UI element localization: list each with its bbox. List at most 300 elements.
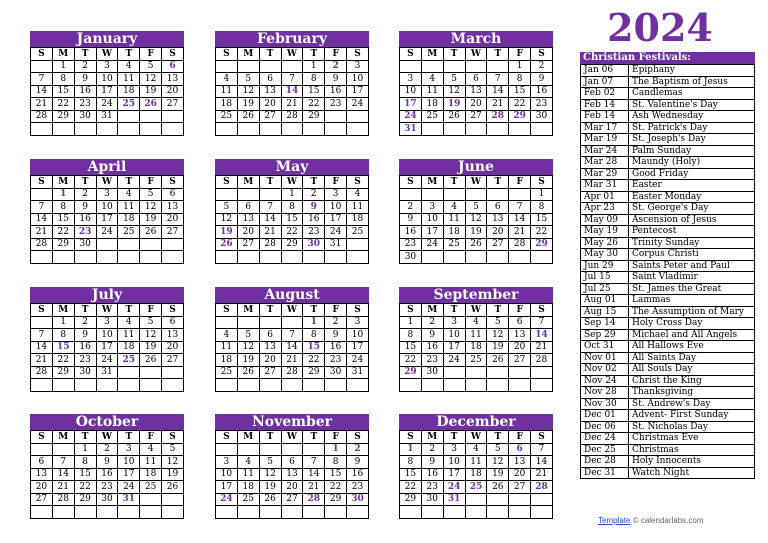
day-cell: 2 xyxy=(531,60,553,73)
day-cell: 3 xyxy=(216,456,238,469)
empty-cell xyxy=(281,251,303,264)
day-cell: 3 xyxy=(443,316,465,329)
festival-name: Christmas Eve xyxy=(629,433,755,445)
weekday-header: F xyxy=(140,304,162,317)
empty-cell xyxy=(443,506,465,519)
festival-date: Mar 19 xyxy=(581,134,629,146)
empty-cell xyxy=(281,123,303,136)
festival-name: St. James the Great xyxy=(629,283,755,295)
day-cell: 10 xyxy=(347,73,369,86)
day-cell: 25 xyxy=(118,98,140,111)
empty-cell xyxy=(140,238,162,251)
day-cell: 8 xyxy=(52,201,74,214)
day-cell: 13 xyxy=(465,85,487,98)
empty-cell xyxy=(465,506,487,519)
festival-row xyxy=(581,145,755,157)
empty-cell xyxy=(281,379,303,392)
day-cell: 10 xyxy=(400,85,422,98)
day-cell: 4 xyxy=(465,316,487,329)
day-cell: 4 xyxy=(216,329,238,342)
empty-cell xyxy=(531,379,553,392)
weekday-header: S xyxy=(216,304,238,317)
weekday-header: S xyxy=(162,48,184,61)
festival-date: Mar 29 xyxy=(581,168,629,180)
day-cell: 19 xyxy=(487,468,509,481)
day-cell: 6 xyxy=(487,201,509,214)
empty-cell xyxy=(259,123,281,136)
day-cell: 30 xyxy=(96,493,118,506)
footer xyxy=(598,516,704,525)
day-cell: 14 xyxy=(487,85,509,98)
weekday-header: W xyxy=(465,176,487,189)
day-cell: 9 xyxy=(400,213,422,226)
empty-cell xyxy=(162,506,184,519)
festival-date: May 26 xyxy=(581,237,629,249)
day-cell: 1 xyxy=(74,443,96,456)
day-cell: 30 xyxy=(74,110,96,123)
day-cell: 22 xyxy=(400,354,422,367)
day-cell: 17 xyxy=(96,85,118,98)
weekday-header: T xyxy=(303,431,325,444)
month-august xyxy=(215,287,369,392)
month-december xyxy=(399,414,553,519)
weekday-header: T xyxy=(74,304,96,317)
festival-row xyxy=(581,341,755,353)
day-cell: 3 xyxy=(421,201,443,214)
day-cell: 12 xyxy=(237,341,259,354)
empty-cell xyxy=(465,493,487,506)
day-cell: 12 xyxy=(259,468,281,481)
day-cell: 7 xyxy=(31,329,53,342)
day-cell: 22 xyxy=(509,98,531,111)
festival-row xyxy=(581,306,755,318)
day-cell: 5 xyxy=(140,316,162,329)
day-cell: 16 xyxy=(421,468,443,481)
day-cell: 13 xyxy=(162,73,184,86)
day-cell: 18 xyxy=(237,481,259,494)
day-cell: 5 xyxy=(237,73,259,86)
festival-date: Nov 24 xyxy=(581,375,629,387)
day-cell: 3 xyxy=(96,60,118,73)
day-cell: 23 xyxy=(303,226,325,239)
weekday-header: T xyxy=(259,48,281,61)
empty-cell xyxy=(259,60,281,73)
empty-cell xyxy=(52,443,74,456)
empty-cell xyxy=(140,123,162,136)
day-cell: 18 xyxy=(347,213,369,226)
weekday-header: S xyxy=(347,176,369,189)
festival-row xyxy=(581,168,755,180)
day-cell: 19 xyxy=(162,468,184,481)
day-cell: 20 xyxy=(465,98,487,111)
day-cell: 7 xyxy=(531,443,553,456)
festival-row xyxy=(581,226,755,238)
empty-cell xyxy=(443,379,465,392)
weekday-header: M xyxy=(52,48,74,61)
month-grid xyxy=(399,47,553,136)
weekday-header: M xyxy=(421,48,443,61)
month-grid xyxy=(30,303,184,392)
festival-row xyxy=(581,157,755,169)
festival-date: Aug 01 xyxy=(581,295,629,307)
day-cell: 13 xyxy=(259,341,281,354)
template-link[interactable]: Template xyxy=(598,516,631,525)
day-cell: 5 xyxy=(487,443,509,456)
day-cell: 19 xyxy=(443,98,465,111)
festival-row xyxy=(581,467,755,479)
festival-name: St. Andrew's Day xyxy=(629,398,755,410)
festival-name: Pentecost xyxy=(629,226,755,238)
day-cell: 22 xyxy=(52,98,74,111)
day-cell: 24 xyxy=(96,226,118,239)
day-cell: 6 xyxy=(162,316,184,329)
day-cell: 1 xyxy=(281,188,303,201)
day-cell: 29 xyxy=(400,366,422,379)
weekday-header: S xyxy=(347,304,369,317)
day-cell: 16 xyxy=(74,85,96,98)
empty-cell xyxy=(162,238,184,251)
day-cell: 16 xyxy=(325,85,347,98)
day-cell: 17 xyxy=(347,341,369,354)
day-cell: 28 xyxy=(31,238,53,251)
day-cell: 20 xyxy=(509,468,531,481)
festival-date: Feb 14 xyxy=(581,99,629,111)
festival-name: Epiphany xyxy=(629,65,755,77)
empty-cell xyxy=(443,366,465,379)
month-september xyxy=(399,287,553,392)
day-cell: 11 xyxy=(216,341,238,354)
day-cell: 19 xyxy=(487,341,509,354)
weekday-header: M xyxy=(237,304,259,317)
festival-row xyxy=(581,260,755,272)
weekday-header: S xyxy=(531,431,553,444)
empty-cell xyxy=(465,366,487,379)
day-cell: 24 xyxy=(443,481,465,494)
empty-cell xyxy=(487,493,509,506)
weekday-header: F xyxy=(140,48,162,61)
day-cell: 15 xyxy=(52,85,74,98)
day-cell: 1 xyxy=(400,316,422,329)
empty-cell xyxy=(421,379,443,392)
empty-cell xyxy=(465,188,487,201)
festival-name: Christmas xyxy=(629,444,755,456)
day-cell: 30 xyxy=(400,251,422,264)
day-cell: 25 xyxy=(216,110,238,123)
year-title: 2024 xyxy=(607,5,713,50)
festival-name: Maundy (Holy) xyxy=(629,157,755,169)
day-cell: 20 xyxy=(162,85,184,98)
empty-cell xyxy=(421,60,443,73)
day-cell: 14 xyxy=(31,85,53,98)
empty-cell xyxy=(509,493,531,506)
day-cell: 9 xyxy=(74,73,96,86)
day-cell: 19 xyxy=(237,354,259,367)
day-cell: 25 xyxy=(237,493,259,506)
day-cell: 3 xyxy=(325,188,347,201)
empty-cell xyxy=(465,123,487,136)
day-cell: 16 xyxy=(74,341,96,354)
weekday-header: T xyxy=(259,431,281,444)
day-cell: 17 xyxy=(216,481,238,494)
day-cell: 26 xyxy=(140,226,162,239)
weekday-header: F xyxy=(325,176,347,189)
day-cell: 7 xyxy=(509,201,531,214)
day-cell: 21 xyxy=(531,341,553,354)
weekday-header: S xyxy=(400,176,422,189)
empty-cell xyxy=(465,251,487,264)
weekday-header: M xyxy=(237,431,259,444)
month-grid xyxy=(399,430,553,519)
day-cell: 30 xyxy=(325,366,347,379)
empty-cell xyxy=(118,366,140,379)
festival-row xyxy=(581,318,755,330)
weekday-header: S xyxy=(162,431,184,444)
day-cell: 7 xyxy=(303,456,325,469)
empty-cell xyxy=(31,506,53,519)
day-cell: 27 xyxy=(259,110,281,123)
empty-cell xyxy=(325,506,347,519)
empty-cell xyxy=(96,506,118,519)
day-cell: 1 xyxy=(303,60,325,73)
day-cell: 10 xyxy=(96,73,118,86)
day-cell: 23 xyxy=(325,354,347,367)
day-cell: 7 xyxy=(52,456,74,469)
day-cell: 2 xyxy=(96,443,118,456)
day-cell: 2 xyxy=(303,188,325,201)
day-cell: 27 xyxy=(162,98,184,111)
day-cell: 27 xyxy=(237,238,259,251)
day-cell: 5 xyxy=(465,201,487,214)
empty-cell xyxy=(31,60,53,73)
weekday-header: W xyxy=(281,431,303,444)
day-cell: 2 xyxy=(325,60,347,73)
day-cell: 13 xyxy=(162,201,184,214)
weekday-header: T xyxy=(443,48,465,61)
day-cell: 5 xyxy=(487,316,509,329)
day-cell: 25 xyxy=(465,354,487,367)
festival-name: Easter xyxy=(629,180,755,192)
day-cell: 7 xyxy=(487,73,509,86)
festival-name: Good Friday xyxy=(629,168,755,180)
day-cell: 27 xyxy=(31,493,53,506)
weekday-header: T xyxy=(259,304,281,317)
festival-row xyxy=(581,295,755,307)
weekday-header: T xyxy=(118,176,140,189)
day-cell: 18 xyxy=(118,85,140,98)
day-cell: 15 xyxy=(531,213,553,226)
day-cell: 6 xyxy=(31,456,53,469)
day-cell: 8 xyxy=(74,456,96,469)
empty-cell xyxy=(325,123,347,136)
empty-cell xyxy=(509,123,531,136)
day-cell: 11 xyxy=(443,213,465,226)
day-cell: 10 xyxy=(443,329,465,342)
day-cell: 29 xyxy=(74,493,96,506)
day-cell: 31 xyxy=(443,493,465,506)
weekday-header: W xyxy=(96,431,118,444)
festival-date: Sep 14 xyxy=(581,318,629,330)
festival-row xyxy=(581,456,755,468)
day-cell: 2 xyxy=(347,443,369,456)
month-grid xyxy=(215,430,369,519)
festival-name: The Assumption of Mary xyxy=(629,306,755,318)
day-cell: 25 xyxy=(118,354,140,367)
empty-cell xyxy=(421,506,443,519)
day-cell: 19 xyxy=(259,481,281,494)
day-cell: 19 xyxy=(140,85,162,98)
day-cell: 12 xyxy=(140,201,162,214)
day-cell: 29 xyxy=(531,238,553,251)
weekday-header: W xyxy=(465,304,487,317)
empty-cell xyxy=(74,506,96,519)
day-cell: 12 xyxy=(140,329,162,342)
month-grid xyxy=(399,175,553,264)
empty-cell xyxy=(162,110,184,123)
day-cell: 13 xyxy=(31,468,53,481)
day-cell: 20 xyxy=(487,226,509,239)
empty-cell xyxy=(216,443,238,456)
day-cell: 17 xyxy=(96,341,118,354)
empty-cell xyxy=(443,60,465,73)
empty-cell xyxy=(281,316,303,329)
empty-cell xyxy=(259,316,281,329)
empty-cell xyxy=(140,493,162,506)
festivals-heading: Christian Festivals: xyxy=(580,52,755,64)
day-cell: 2 xyxy=(325,316,347,329)
day-cell: 14 xyxy=(509,213,531,226)
day-cell: 4 xyxy=(421,73,443,86)
weekday-header: F xyxy=(509,176,531,189)
day-cell: 26 xyxy=(259,493,281,506)
festival-name: St. Valentine's Day xyxy=(629,99,755,111)
month-april xyxy=(30,159,184,264)
empty-cell xyxy=(31,188,53,201)
day-cell: 24 xyxy=(400,110,422,123)
day-cell: 29 xyxy=(303,110,325,123)
empty-cell xyxy=(487,123,509,136)
day-cell: 27 xyxy=(509,481,531,494)
empty-cell xyxy=(347,123,369,136)
festival-date: Oct 31 xyxy=(581,341,629,353)
day-cell: 14 xyxy=(281,85,303,98)
day-cell: 1 xyxy=(52,316,74,329)
empty-cell xyxy=(259,188,281,201)
festival-date: Jan 07 xyxy=(581,76,629,88)
day-cell: 17 xyxy=(96,213,118,226)
day-cell: 9 xyxy=(421,456,443,469)
day-cell: 13 xyxy=(237,213,259,226)
festival-date: Jan 06 xyxy=(581,65,629,77)
day-cell: 16 xyxy=(421,341,443,354)
festival-date: Apr 01 xyxy=(581,191,629,203)
festival-date: Nov 28 xyxy=(581,387,629,399)
day-cell: 23 xyxy=(74,226,96,239)
day-cell: 5 xyxy=(216,201,238,214)
day-cell: 28 xyxy=(259,238,281,251)
empty-cell xyxy=(259,379,281,392)
day-cell: 28 xyxy=(281,110,303,123)
day-cell: 5 xyxy=(443,73,465,86)
empty-cell xyxy=(118,123,140,136)
weekday-header: T xyxy=(74,48,96,61)
festival-name: All Souls Day xyxy=(629,364,755,376)
festival-date: Dec 24 xyxy=(581,433,629,445)
day-cell: 7 xyxy=(281,73,303,86)
empty-cell xyxy=(303,123,325,136)
day-cell: 23 xyxy=(421,481,443,494)
empty-cell xyxy=(465,60,487,73)
empty-cell xyxy=(509,188,531,201)
weekday-header: M xyxy=(421,431,443,444)
day-cell: 22 xyxy=(52,354,74,367)
empty-cell xyxy=(303,443,325,456)
empty-cell xyxy=(347,110,369,123)
festival-row xyxy=(581,433,755,445)
day-cell: 4 xyxy=(216,73,238,86)
weekday-header: M xyxy=(237,176,259,189)
festival-row xyxy=(581,387,755,399)
festival-name: Corpus Christi xyxy=(629,249,755,261)
day-cell: 31 xyxy=(400,123,422,136)
weekday-header: F xyxy=(509,48,531,61)
empty-cell xyxy=(487,60,509,73)
day-cell: 10 xyxy=(421,213,443,226)
festivals-panel xyxy=(580,52,755,479)
festival-date: Nov 30 xyxy=(581,398,629,410)
day-cell: 14 xyxy=(531,456,553,469)
empty-cell xyxy=(140,506,162,519)
day-cell: 28 xyxy=(531,481,553,494)
empty-cell xyxy=(52,251,74,264)
empty-cell xyxy=(421,123,443,136)
empty-cell xyxy=(74,123,96,136)
empty-cell xyxy=(237,506,259,519)
day-cell: 5 xyxy=(237,329,259,342)
festival-date: May 09 xyxy=(581,214,629,226)
festival-name: Watch Night xyxy=(629,467,755,479)
empty-cell xyxy=(443,123,465,136)
day-cell: 15 xyxy=(74,468,96,481)
empty-cell xyxy=(281,506,303,519)
weekday-header: T xyxy=(487,431,509,444)
empty-cell xyxy=(52,506,74,519)
day-cell: 20 xyxy=(237,226,259,239)
empty-cell xyxy=(443,251,465,264)
day-cell: 11 xyxy=(118,201,140,214)
month-name: January xyxy=(30,31,184,47)
day-cell: 30 xyxy=(74,238,96,251)
day-cell: 8 xyxy=(52,73,74,86)
weekday-header: F xyxy=(509,304,531,317)
day-cell: 26 xyxy=(487,354,509,367)
festival-date: Jun 29 xyxy=(581,260,629,272)
weekday-header: T xyxy=(118,431,140,444)
empty-cell xyxy=(281,443,303,456)
festivals-table xyxy=(580,64,755,479)
weekday-header: S xyxy=(31,176,53,189)
day-cell: 16 xyxy=(531,85,553,98)
empty-cell xyxy=(140,110,162,123)
day-cell: 15 xyxy=(325,468,347,481)
weekday-header: W xyxy=(465,431,487,444)
weekday-header: T xyxy=(443,431,465,444)
day-cell: 15 xyxy=(509,85,531,98)
weekday-header: W xyxy=(96,176,118,189)
festival-date: Dec 28 xyxy=(581,456,629,468)
empty-cell xyxy=(216,379,238,392)
day-cell: 31 xyxy=(118,493,140,506)
day-cell: 22 xyxy=(281,226,303,239)
